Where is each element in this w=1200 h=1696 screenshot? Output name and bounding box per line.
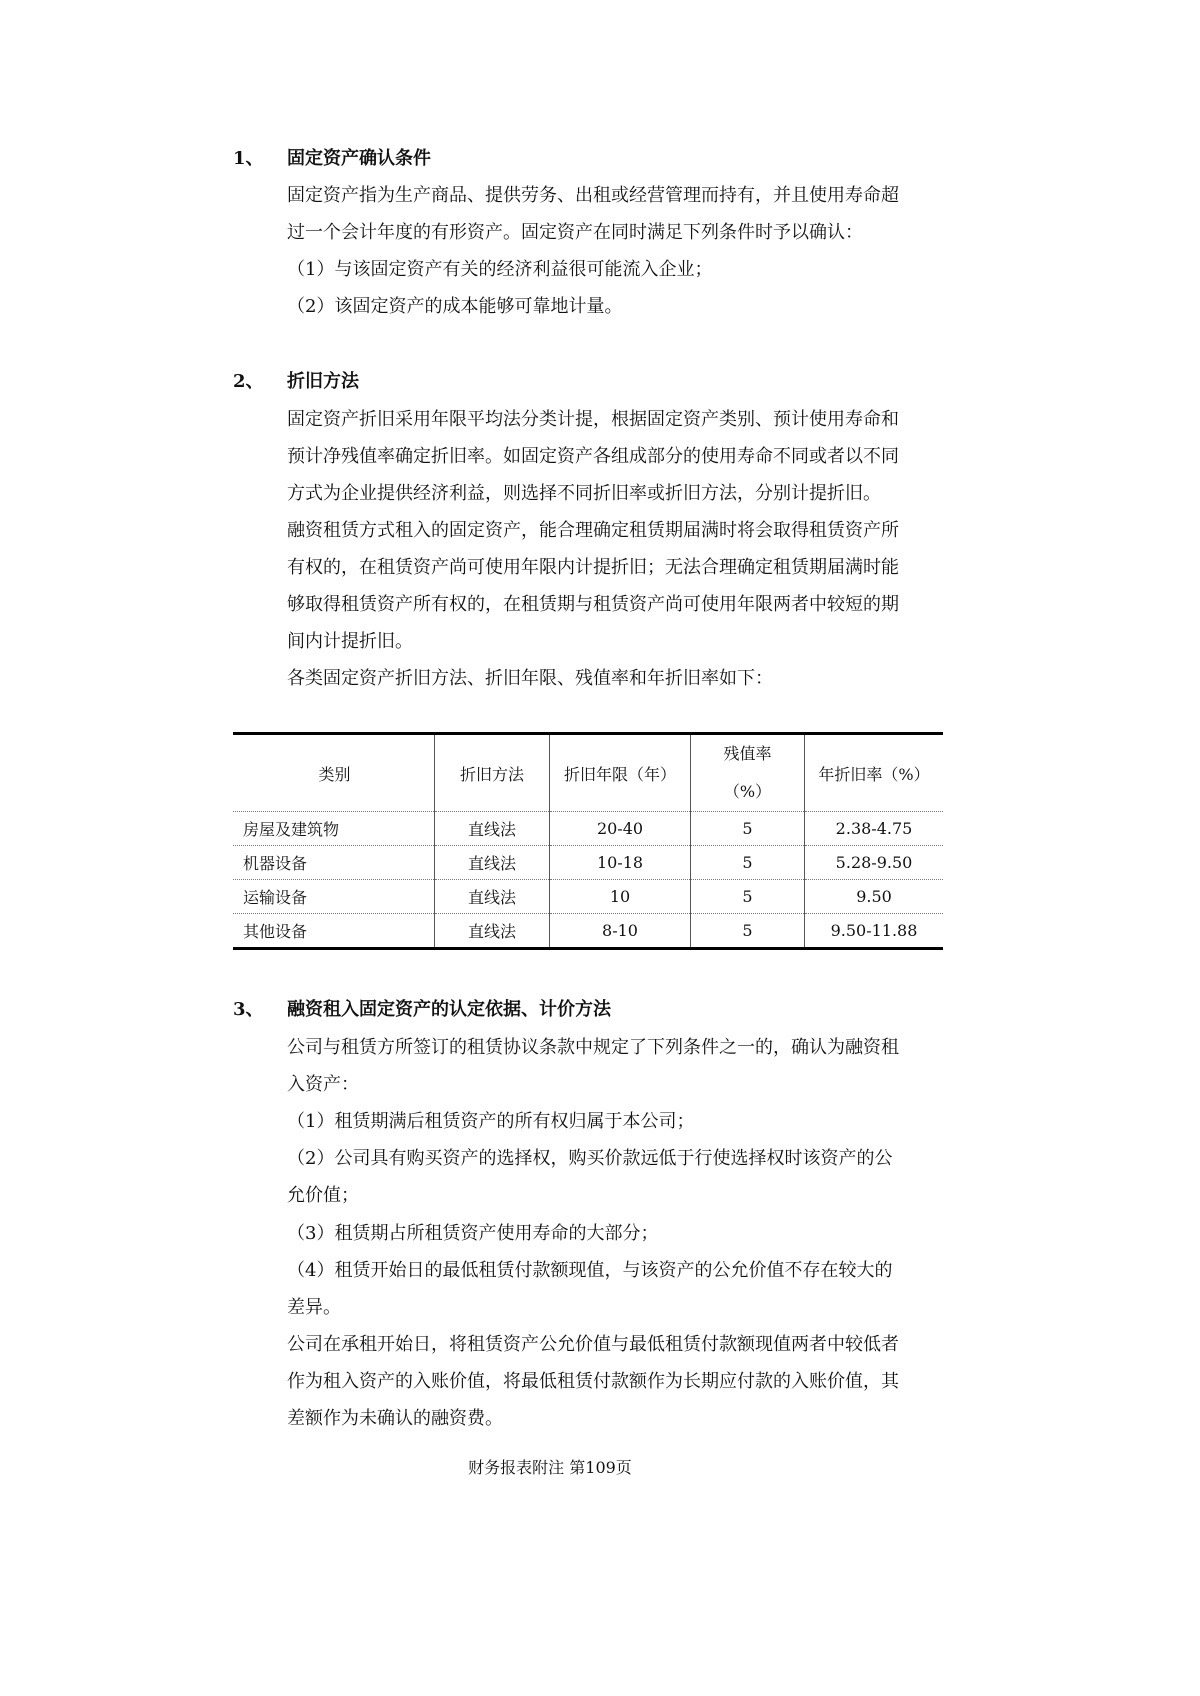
table-cell: 其他设备: [233, 914, 435, 949]
table-cell: 直线法: [435, 914, 550, 949]
paragraph-line: 允价值；: [287, 1185, 359, 1206]
table-cell: 10-18: [550, 846, 691, 880]
paragraph-line: 各类固定资产折旧方法、折旧年限、残值率和年折旧率如下：: [287, 668, 773, 689]
table-row: [233, 846, 943, 880]
paragraph-line: 差异。: [287, 1297, 341, 1318]
paragraph-line: 作为租入资产的入账价值，将最低租赁付款额作为长期应付款的入账价值，其: [287, 1371, 899, 1392]
section-number: 1、: [233, 148, 264, 169]
paragraph-line: 固定资产折旧采用年限平均法分类计提，根据固定资产类别、预计使用寿命和: [287, 409, 899, 430]
header-category: 类别: [233, 734, 435, 812]
table-cell: 5: [691, 914, 805, 949]
paragraph-line: 入资产：: [287, 1074, 359, 1095]
table-cell: 5: [691, 846, 805, 880]
paragraph-line: （3）租赁期占所租赁资产使用寿命的大部分；: [287, 1223, 659, 1244]
table-cell: 房屋及建筑物: [233, 812, 435, 846]
paragraph-line: 预计净残值率确定折旧率。如固定资产各组成部分的使用寿命不同或者以不同: [287, 446, 899, 467]
paragraph-line: 公司在承租开始日，将租赁资产公允价值与最低租赁付款额现值两者中较低者: [287, 1334, 899, 1355]
paragraph-line: （2）该固定资产的成本能够可靠地计量。: [287, 296, 623, 317]
page-footer: 财务报表附注 第109页: [468, 1458, 632, 1477]
table-cell: 2.38-4.75: [805, 812, 944, 846]
paragraph-line: 方式为企业提供经济利益，则选择不同折旧率或折旧方法，分别计提折旧。: [287, 483, 881, 504]
table-cell: 10: [550, 880, 691, 914]
paragraph-line: 间内计提折旧。: [287, 631, 413, 652]
table-row: [233, 880, 943, 914]
paragraph-line: 过一个会计年度的有形资产。固定资产在同时满足下列条件时予以确认：: [287, 222, 863, 243]
table-cell: 5: [691, 812, 805, 846]
paragraph-line: （2）公司具有购买资产的选择权，购买价款远低于行使选择权时该资产的公: [287, 1148, 893, 1169]
table-cell: 9.50-11.88: [805, 914, 944, 949]
paragraph-line: （1）与该固定资产有关的经济利益很可能流入企业；: [287, 259, 713, 280]
paragraph-line: 够取得租赁资产所有权的，在租赁期与租赁资产尚可使用年限两者中较短的期: [287, 594, 899, 615]
header-rate: 年折旧率（%）: [805, 734, 944, 812]
header-residual-label: 残值率: [723, 744, 772, 763]
table-row: [233, 812, 943, 846]
paragraph-line: 公司与租赁方所签订的租赁协议条款中规定了下列条件之一的，确认为融资租: [287, 1037, 899, 1058]
section-number: 2、: [233, 371, 264, 392]
paragraph-line: （4）租赁开始日的最低租赁付款额现值，与该资产的公允价值不存在较大的: [287, 1260, 893, 1281]
paragraph-line: （1）租赁期满后租赁资产的所有权归属于本公司；: [287, 1111, 695, 1132]
table-cell: 5: [691, 880, 805, 914]
header-years: 折旧年限（年）: [550, 734, 691, 812]
header-method: 折旧方法: [435, 734, 550, 812]
table-cell: 机器设备: [233, 846, 435, 880]
table-cell: 直线法: [435, 880, 550, 914]
paragraph-line: 差额作为未确认的融资费。: [287, 1408, 503, 1429]
depreciation-table: [233, 732, 943, 950]
section-title: 固定资产确认条件: [287, 148, 431, 169]
header-residual: [691, 734, 805, 812]
table-cell: 直线法: [435, 846, 550, 880]
paragraph-line: 有权的，在租赁资产尚可使用年限内计提折旧；无法合理确定租赁期届满时能: [287, 557, 899, 578]
table-cell: 5.28-9.50: [805, 846, 944, 880]
table-cell: 8-10: [550, 914, 691, 949]
paragraph-line: 固定资产指为生产商品、提供劳务、出租或经营管理而持有，并且使用寿命超: [287, 185, 899, 206]
section-number: 3、: [233, 999, 264, 1020]
paragraph-line: 融资租赁方式租入的固定资产，能合理确定租赁期届满时将会取得租赁资产所: [287, 520, 899, 541]
table-cell: 9.50: [805, 880, 944, 914]
table-cell: 直线法: [435, 812, 550, 846]
table-row: [233, 914, 943, 949]
section-title: 折旧方法: [287, 371, 359, 392]
header-residual-unit: （%）: [723, 782, 772, 801]
table-cell: 20-40: [550, 812, 691, 846]
table-header-row: [233, 734, 943, 812]
section-title: 融资租入固定资产的认定依据、计价方法: [287, 999, 611, 1020]
table-cell: 运输设备: [233, 880, 435, 914]
